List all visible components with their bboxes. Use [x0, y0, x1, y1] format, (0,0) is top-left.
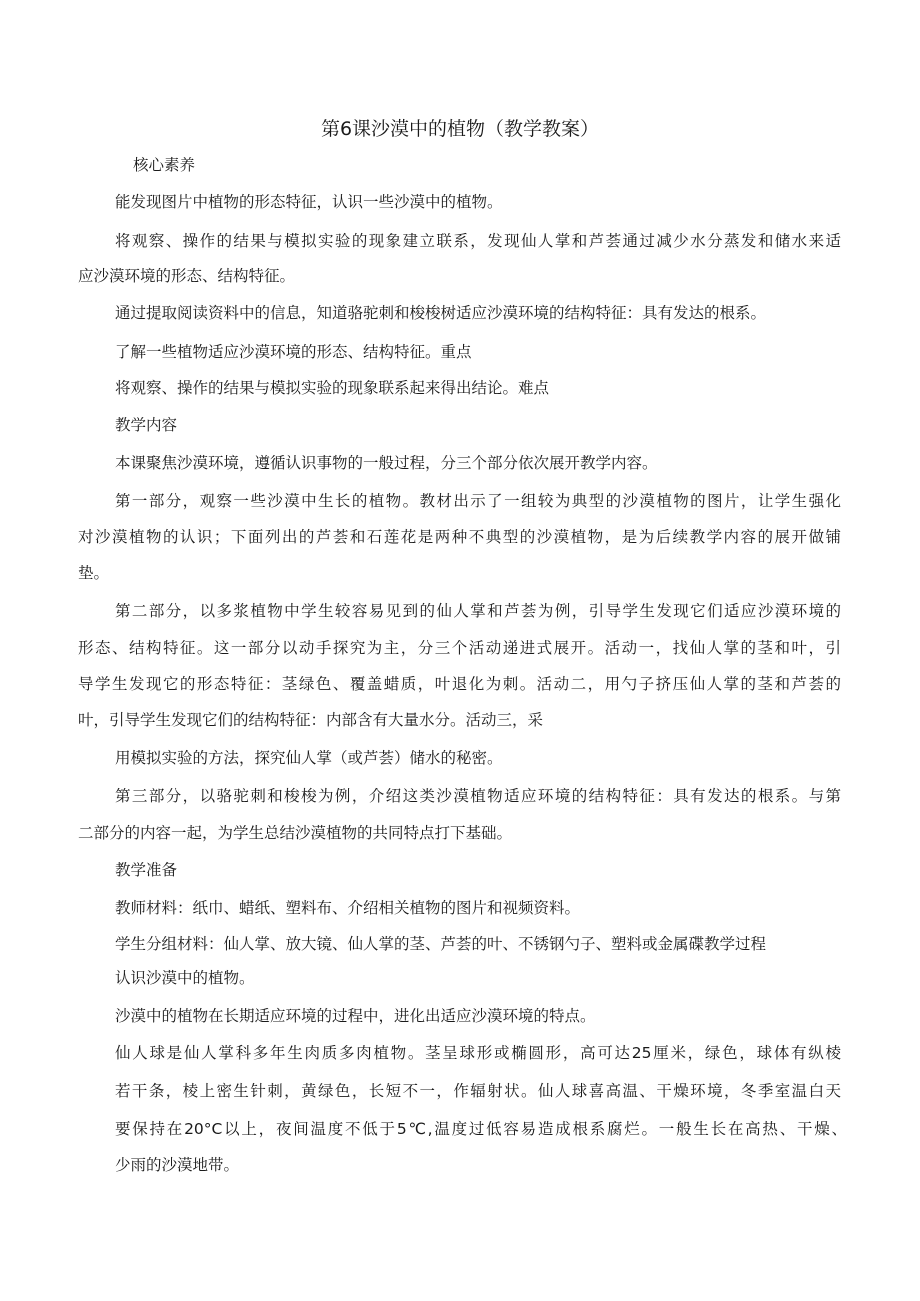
- paragraph-line: 导学生发现它的形态特征：茎绿色、覆盖蜡质，叶退化为刺。活动二，用勺子挤压仙人掌的茎和芦荟的: [78, 675, 841, 693]
- heading-core-literacy: 核心素养: [133, 156, 196, 174]
- paragraph-line: 第二部分，以多浆植物中学生较容易见到的仙人掌和芦荟为例，引导学生发现它们适应沙漠环境的: [115, 602, 841, 620]
- paragraph-line: 第一部分，观察一些沙漠中生长的植物。教材出示了一组较为典型的沙漠植物的图片，让学生强化: [115, 492, 841, 510]
- paragraph-line: 形态、结构特征。这一部分以动手探究为主，分三个活动递进式展开。活动一，找仙人掌的茎和叶，引: [78, 639, 841, 657]
- paragraph-line: 了解一些植物适应沙漠环境的形态、结构特征。重点: [115, 343, 472, 361]
- paragraph-line: 对沙漠植物的认识；下面列出的芦荟和石莲花是两种不典型的沙漠植物，是为后续教学内容的展开做铺: [78, 528, 841, 546]
- paragraph-line: 第三部分，以骆驼刺和梭梭为例，介绍这类沙漠植物适应环境的结构特征：具有发达的根系。与第: [115, 787, 841, 805]
- heading-teaching-content: 教学内容: [115, 416, 178, 434]
- document-title: 第6课沙漠中的植物（教学教案）: [320, 118, 600, 140]
- paragraph-line: 应沙漠环境的形态、结构特征。: [78, 267, 296, 285]
- paragraph-line: 要保持在20°C以上，夜间温度不低于5℃,温度过低容易造成根系腐烂。一般生长在高热、干燥、: [115, 1120, 847, 1138]
- paragraph-line: 若干条，棱上密生针刺，黄绿色，长短不一，作辐射状。仙人球喜高温、干燥环境，冬季室温白天: [115, 1082, 841, 1100]
- paragraph-line: 仙人球是仙人掌科多年生肉质多肉植物。茎呈球形或椭圆形，高可达25厘米，绿色，球体有纵棱: [115, 1044, 841, 1062]
- paragraph-line: 将观察、操作的结果与模拟实验的现象联系起来得出结论。难点: [115, 379, 550, 397]
- paragraph-line: 教师材料：纸巾、蜡纸、塑料布、介绍相关植物的图片和视频资料。: [115, 899, 581, 917]
- paragraph-line: 通过提取阅读资料中的信息，知道骆驼刺和梭梭树适应沙漠环境的结构特征：具有发达的根系。: [115, 304, 767, 322]
- paragraph-line: 认识沙漠中的植物。: [115, 969, 255, 987]
- paragraph-line: 用模拟实验的方法，探究仙人掌（或芦荟）储水的秘密。: [115, 749, 503, 767]
- paragraph-line: 将观察、操作的结果与模拟实验的现象建立联系，发现仙人掌和芦荟通过减少水分蒸发和储水来适: [115, 232, 841, 250]
- paragraph-line: 少雨的沙漠地带。: [115, 1156, 240, 1174]
- paragraph-line: 本课聚焦沙漠环境，遵循认识事物的一般过程，分三个部分依次展开教学内容。: [115, 454, 658, 472]
- paragraph-line: 沙漠中的植物在长期适应环境的过程中，进化出适应沙漠环境的特点。: [115, 1007, 596, 1025]
- paragraph-line: 学生分组材料：仙人掌、放大镜、仙人掌的茎、芦荟的叶、不锈钢勺子、塑料或金属碟教学过程: [115, 935, 767, 953]
- paragraph-line: 叶，引导学生发现它们的结构特征：内部含有大量水分。活动三，采: [78, 711, 544, 729]
- paragraph-line: 能发现图片中植物的形态特征，认识一些沙漠中的植物。: [115, 193, 503, 211]
- paragraph-line: 垫。: [78, 564, 110, 582]
- heading-teaching-preparation: 教学准备: [115, 861, 178, 879]
- paragraph-line: 二部分的内容一起，为学生总结沙漠植物的共同特点打下基础。: [78, 824, 513, 842]
